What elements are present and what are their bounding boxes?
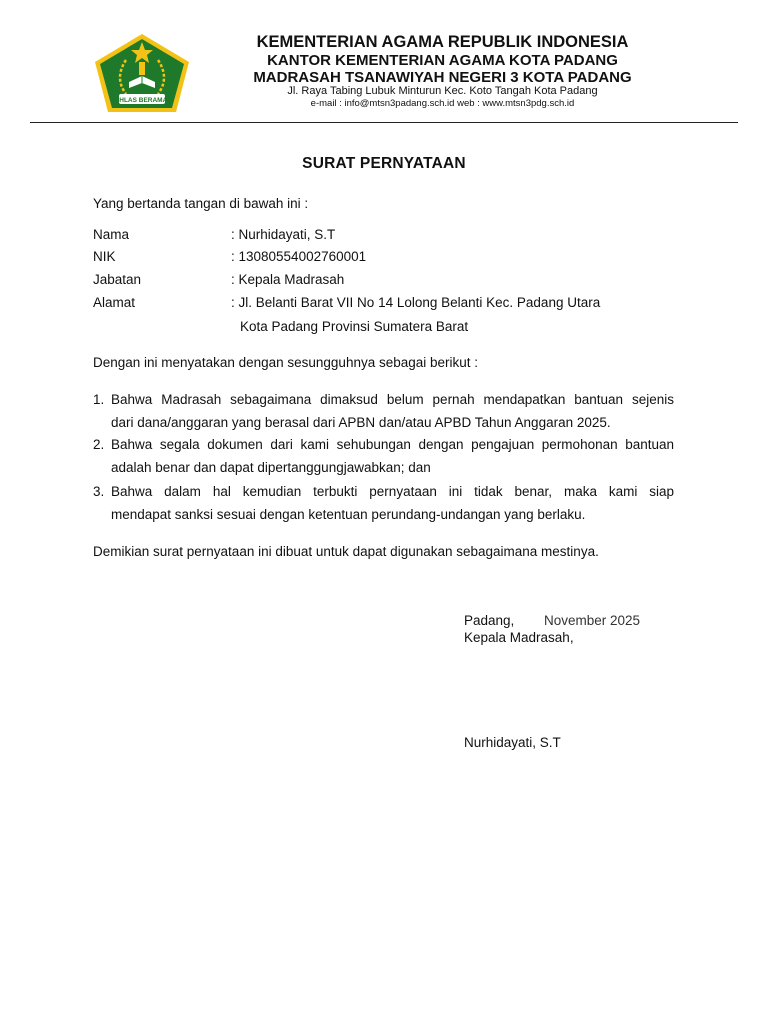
header-school: MADRASAH TSANAWIYAH NEGERI 3 KOTA PADANG xyxy=(253,69,632,86)
item-number-1: 1. xyxy=(93,392,105,407)
item-3-line-2: mendapat sanksi sesuai dengan ketentuan perundang-undangan yang berlaku. xyxy=(111,507,586,522)
document-title: SURAT PERNYATAAN xyxy=(302,155,466,172)
header-office: KANTOR KEMENTERIAN AGAMA KOTA PADANG xyxy=(267,52,618,69)
item-number-3: 3. xyxy=(93,484,105,499)
field-value-alamat-line1: : Jl. Belanti Barat VII No 14 Lolong Belanti Kec. Padang Utara xyxy=(231,295,601,310)
item-2-line-1: Bahwa segala dokumen dari kami sehubungan dengan pengajuan permohonan bantuan xyxy=(111,437,674,452)
field-label-alamat: Alamat xyxy=(93,295,136,310)
field-value-nik: : 13080554002760001 xyxy=(231,249,367,264)
header-address: Jl. Raya Tabing Lubuk Minturun Kec. Koto Tangah Kota Padang xyxy=(287,85,598,97)
header-divider xyxy=(30,122,738,123)
item-3-line-1: Bahwa dalam hal kemudian terbukti pernyataan ini tidak benar, maka kami siap xyxy=(111,484,674,499)
field-label-jabatan: Jabatan xyxy=(93,272,142,287)
signature-name: Nurhidayati, S.T xyxy=(464,735,561,750)
header-contact: e-mail : info@mtsn3padang.sch.id web : www.mtsn3pdg.sch.id xyxy=(310,98,575,109)
field-value-nama: : Nurhidayati, S.T xyxy=(231,227,336,242)
item-2-line-2: adalah benar dan dapat dipertanggungjawabkan; dan xyxy=(111,460,431,475)
signature-place: Padang, xyxy=(464,613,515,628)
kemenag-logo xyxy=(92,32,192,114)
statement-intro: Dengan ini menyatakan dengan sesungguhnya sebagai berikut : xyxy=(93,355,479,370)
intro-text: Yang bertanda tangan di bawah ini : xyxy=(93,196,309,211)
signature-date: November 2025 xyxy=(544,613,641,628)
item-1-line-1: Bahwa Madrasah sebagaimana dimaksud belum pernah mendapatkan bantuan sejenis xyxy=(111,392,674,407)
field-label-nama: Nama xyxy=(93,227,130,242)
signature-position: Kepala Madrasah, xyxy=(464,630,574,645)
field-label-nik: NIK xyxy=(93,249,116,264)
logo-motto: IKHLAS BERAMAL xyxy=(112,97,172,104)
closing-text: Demikian surat pernyataan ini dibuat untuk dapat digunakan sebagaimana mestinya. xyxy=(93,544,599,559)
field-value-jabatan: : Kepala Madrasah xyxy=(231,272,345,287)
item-number-2: 2. xyxy=(93,437,105,452)
item-1-line-2: dari dana/anggaran yang berasal dari APBN dan/atau APBD Tahun Anggaran 2025. xyxy=(111,415,611,430)
field-value-alamat-line2: Kota Padang Provinsi Sumatera Barat xyxy=(240,319,469,334)
header-ministry: KEMENTERIAN AGAMA REPUBLIK INDONESIA xyxy=(256,33,629,51)
